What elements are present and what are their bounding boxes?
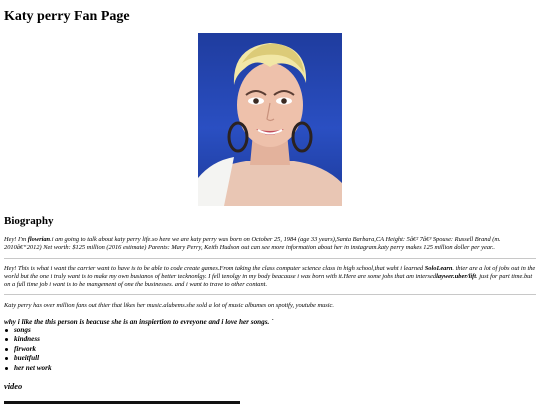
biography-heading: Biography	[4, 215, 54, 227]
list-item: kindness	[14, 335, 52, 344]
career-paragraph: Hey! This is what i want the carrier want to have is to be able to code create games.From taking the class computer science class in high school,that waht i learned SoloLearn. thier are a lot of jobs out in the world but the one i truly want is to make my own busianos of better tecknonlgy. I fell tenolgy in my body beacause i was born with it.Here are some jobs that am intersedlaywer.uber/lift. just for part time.but on a full time job i want is to be mangement of one the businesses. and i want to trave to other contant.	[4, 265, 536, 288]
likes-list	[4, 326, 52, 373]
list-item: songs	[14, 326, 52, 335]
list-item: bueitfull	[14, 354, 52, 363]
divider	[4, 258, 536, 259]
page-title: Katy perry Fan Page	[4, 9, 130, 24]
why-i-like-heading: why i like the this person is beacuse she is an inspiertion to evreyone and i love her songs. `	[4, 318, 274, 326]
biography-paragraph: Hey! I'm flowrian.i am going to talk about katy perry life.so here we are katy perry was born on October 25, 1984 (age 33 years),Santa Barbara,CA Height: 5â€² 7â€³ Spouse: Russell Brand (m. 2010â€“2012) Net worth: $125 million (2016 estimate) Parents: Mary Perry, Keith Hudson out can see more information about her in instagram.katy perry makes 125 million doller per year..	[4, 236, 501, 251]
video-heading: video	[4, 382, 23, 391]
list-item: her net work	[14, 363, 52, 372]
divider	[4, 294, 536, 295]
video-player[interactable]	[4, 401, 240, 404]
list-item: firwork	[14, 345, 52, 354]
fans-paragraph: Katy perry has over million fans out thier that likes her music.alubems.she sold a lot of music albumes on spotify, youtube music.	[4, 302, 334, 309]
portrait-illustration	[198, 33, 342, 206]
author-name: flowrian	[27, 236, 51, 243]
katy-perry-photo	[198, 33, 342, 206]
